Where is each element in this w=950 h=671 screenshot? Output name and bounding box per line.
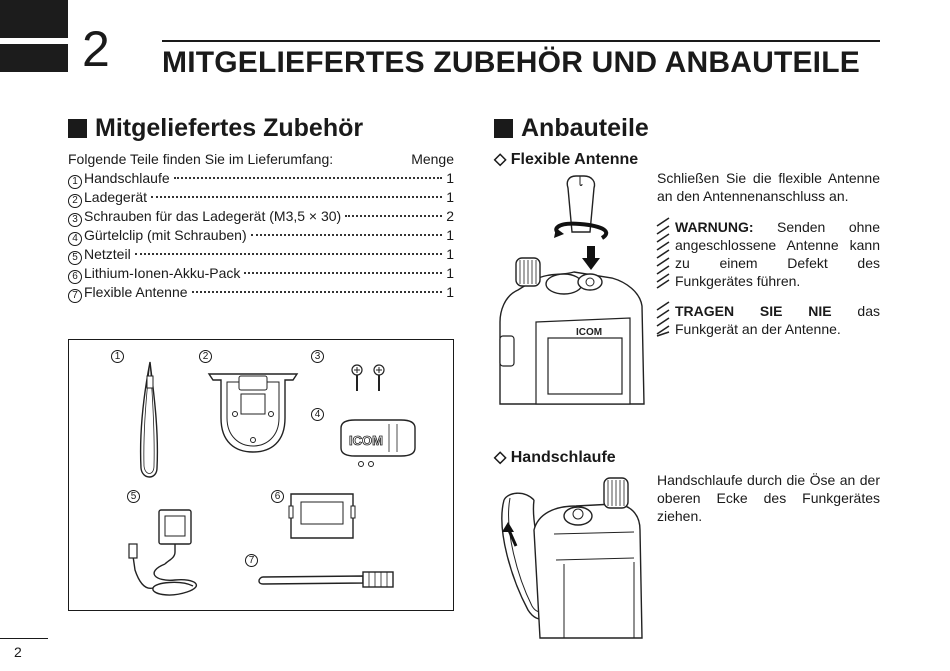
item-number: 5 <box>68 251 82 265</box>
list-item <box>68 283 454 302</box>
antenna-subtitle: ◇ Flexible Antenne <box>494 151 639 168</box>
belt-clip-logo: ICOM <box>349 433 383 448</box>
item-qty: 1 <box>446 189 454 205</box>
list-item <box>68 188 454 207</box>
item-marker-4: 4 <box>311 408 324 421</box>
item-marker-6: 6 <box>271 490 284 503</box>
leader-dots <box>151 196 442 198</box>
item-qty: 1 <box>446 265 454 281</box>
square-bullet-icon <box>494 119 513 138</box>
item-number: 4 <box>68 232 82 246</box>
chapter-title: MITGELIEFERTES ZUBEHÖR UND ANBAUTEILE <box>162 46 860 79</box>
charger-image <box>205 368 301 458</box>
leader-dots <box>244 272 442 274</box>
item-qty: 1 <box>446 170 454 186</box>
caution-text-block <box>675 302 880 338</box>
leader-dots <box>251 234 443 236</box>
warning-label: WARNUNG: <box>675 219 754 235</box>
screws-image <box>347 364 391 394</box>
accessory-list <box>68 150 454 302</box>
warning-hatch-icon <box>657 218 671 288</box>
chapter-rule <box>162 40 880 42</box>
list-item <box>68 245 454 264</box>
accessory-intro: Folgende Teile finden Sie im Lieferumfang: <box>68 151 334 167</box>
warning-text-block <box>675 218 880 290</box>
item-label: Gürtelclip (mit Schrauben) <box>84 227 247 243</box>
item-marker-1: 1 <box>111 350 124 363</box>
flexible-antenna-image <box>257 568 401 590</box>
item-label: Schrauben für das Ladegerät (M3,5 × 30) <box>84 208 342 224</box>
item-marker-2: 2 <box>199 350 212 363</box>
attachments-heading-text: Anbauteile <box>521 114 649 142</box>
item-qty: 1 <box>446 227 454 243</box>
leader-dots <box>192 291 443 293</box>
radio-logo: ICOM <box>576 327 603 338</box>
leader-dots <box>345 215 442 217</box>
caution-text: das Funkgerät an der Antenne. <box>675 303 880 337</box>
item-number: 7 <box>68 289 82 303</box>
caution-label: TRAGEN SIE NIE <box>675 303 832 319</box>
item-label: Lithium-Ionen-Akku-Pack <box>84 265 241 281</box>
chapter-tab-top <box>0 0 68 38</box>
accessory-list-header <box>68 150 454 169</box>
item-marker-5: 5 <box>127 490 140 503</box>
item-qty: 2 <box>446 208 454 224</box>
item-marker-7: 7 <box>245 554 258 567</box>
item-label: Flexible Antenne <box>84 284 188 300</box>
antenna-warning <box>657 218 880 290</box>
list-item <box>68 226 454 245</box>
attachments-heading <box>494 114 649 143</box>
item-label: Netzteil <box>84 246 131 262</box>
antenna-caution <box>657 302 880 338</box>
footer-rule <box>0 638 48 639</box>
item-number: 2 <box>68 194 82 208</box>
page-number: 2 <box>14 644 22 660</box>
item-label: Ladegerät <box>84 189 148 205</box>
square-bullet-icon <box>68 119 87 138</box>
leader-dots <box>135 253 443 255</box>
accessories-heading-text: Mitgeliefertes Zubehör <box>95 114 364 142</box>
ac-adapter-image <box>125 506 215 602</box>
battery-pack-image <box>287 488 357 542</box>
warning-text: Senden ohne angeschlossene Antenne kann zu einem Defekt des Funkgerätes führen. <box>675 219 880 289</box>
antenna-attach-illustration <box>494 172 644 404</box>
accessories-heading <box>68 114 363 143</box>
quantity-header: Menge <box>411 151 454 167</box>
chapter-number: 2 <box>82 21 110 77</box>
belt-clip-image <box>335 418 421 470</box>
item-label: Handschlaufe <box>84 170 170 186</box>
item-marker-3: 3 <box>311 350 324 363</box>
leader-dots <box>174 177 443 179</box>
list-item <box>68 169 454 188</box>
caution-hatch-icon <box>657 302 671 336</box>
item-number: 1 <box>68 175 82 189</box>
item-number: 3 <box>68 213 82 227</box>
strap-attach-illustration <box>494 470 644 638</box>
strap-text: Handschlaufe durch die Öse an der oberen Ecke des Funkgerätes ziehen. <box>657 472 880 524</box>
chapter-tab-bottom <box>0 44 68 72</box>
antenna-text: Schließen Sie die flexible Antenne an den Antennenanschluss an. <box>657 170 880 204</box>
list-item <box>68 264 454 283</box>
item-qty: 1 <box>446 284 454 300</box>
accessory-illustration-box <box>68 339 454 611</box>
item-qty: 1 <box>446 246 454 262</box>
list-item <box>68 207 454 226</box>
strap-subtitle: ◇ Handschlaufe <box>494 449 616 466</box>
item-number: 6 <box>68 270 82 284</box>
hand-strap-image <box>135 358 165 483</box>
